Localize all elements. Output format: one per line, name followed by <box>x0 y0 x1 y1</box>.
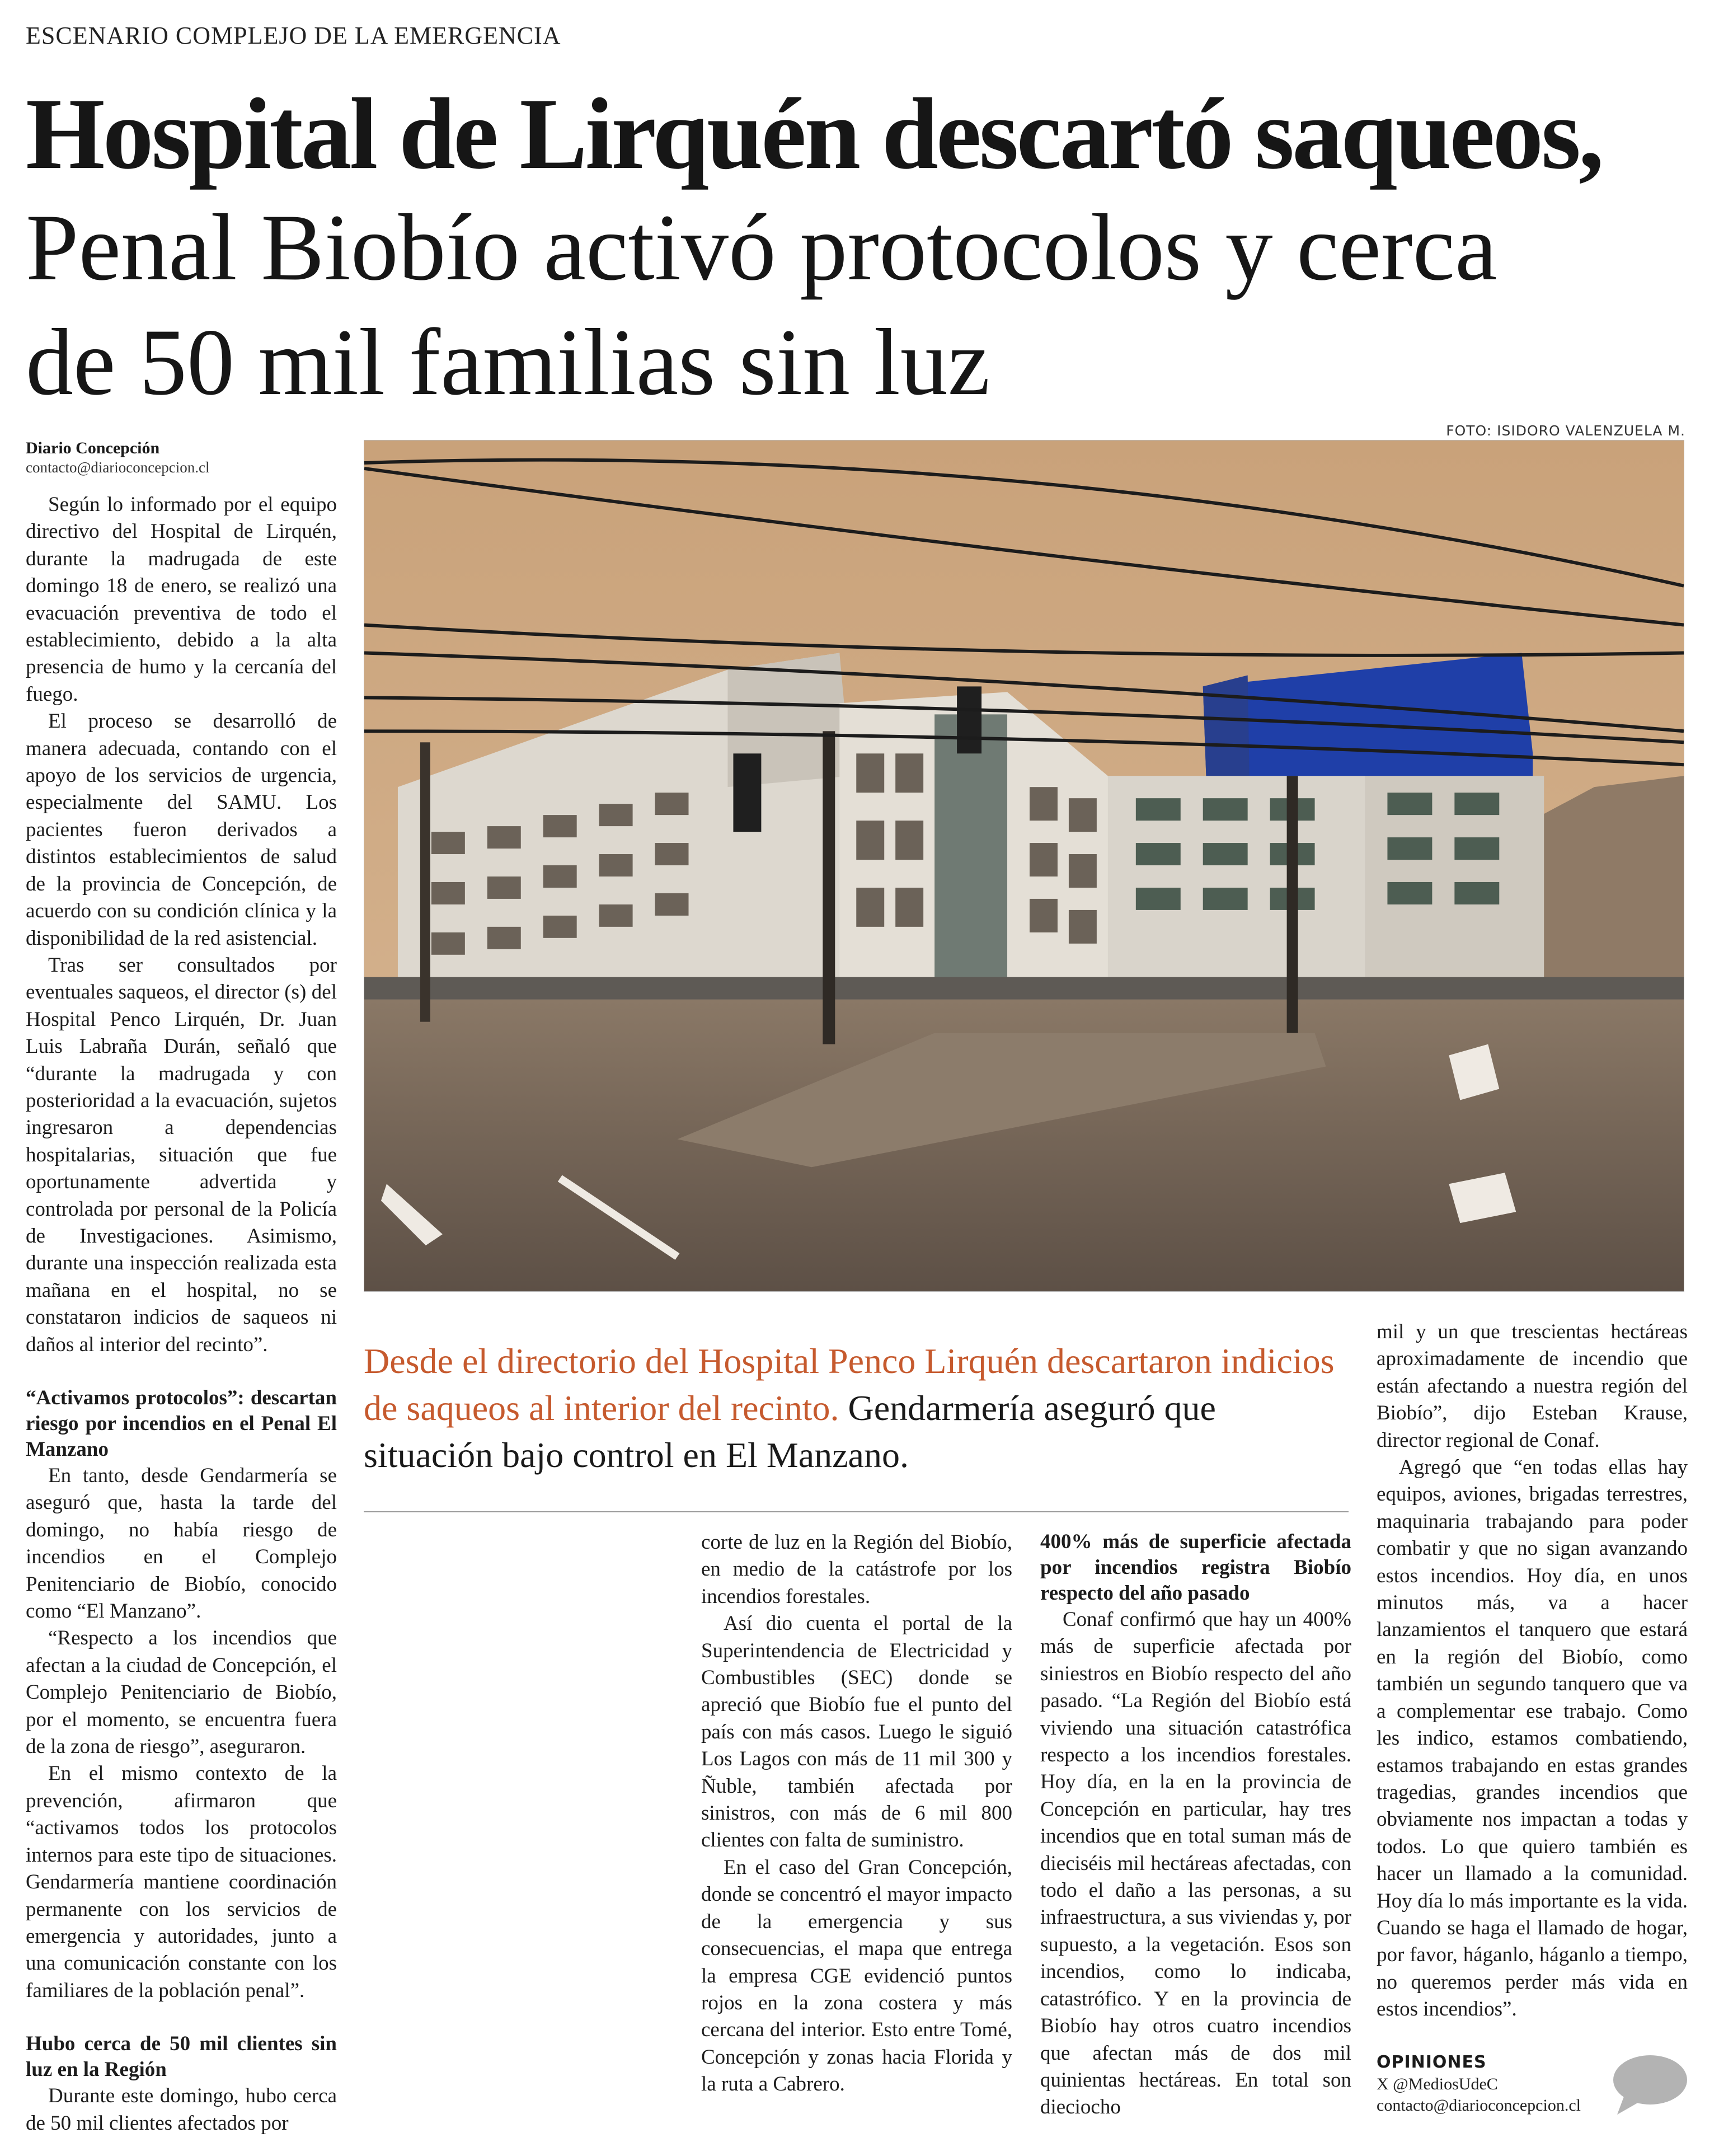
subheading: “Activamos protocolos”: descartan riesgo por incendios en el Penal El Manzano <box>26 1386 337 1461</box>
paragraph: mil y un que trescientas hectáreas aproximadamente de incendio que están afectando a nuestra región del Biobío”, dijo Esteban Krause, director regional de Conaf. <box>1377 1320 1688 1452</box>
article-column-4 <box>1377 1319 1688 2023</box>
subheading: 400% más de superficie afectada por incendios registra Biobío respecto del año pasado <box>1040 1530 1351 1605</box>
pull-quote-accent: Desde el directorio del Hospital Penco Lirquén descartaron indicios de saqueos al interior del recinto. <box>364 1341 1335 1428</box>
opiniones-handle[interactable]: X @MediosUdeC <box>1377 2075 1498 2093</box>
headline-line-1: Hospital de Lirquén descartó saqueos, <box>26 78 1602 190</box>
paragraph: Según lo informado por el equipo directivo del Hospital de Lirquén, durante la madrugada de este domingo 18 de enero, se realizó una evacuación preventiva de todo el establecimiento, debido a la alta presencia de humo y la cercanía del fuego. <box>26 493 337 706</box>
photo-credit: FOTO: ISIDORO VALENZUELA M. <box>1446 423 1685 439</box>
pull-quote <box>364 1338 1349 1479</box>
paragraph: Así dio cuenta el portal de la Superintendencia de Electricidad y Combustibles (SEC) donde se apreció que Biobío fue el punto del país con más casos. Luego le siguió Los Lagos con más de 11 mil 300 y Ñuble, también afectada por sinistros, con más de 6 mil 800 clientes con falta de suministro. <box>701 1612 1012 1852</box>
byline-author: Diario Concepción <box>26 439 160 457</box>
subheading: Hubo cerca de 50 mil clientes sin luz en la Región <box>26 2032 337 2082</box>
pull-quote-rest: Gendarmería aseguró que situación bajo control en El Manzano. <box>364 1388 1216 1475</box>
opiniones-email[interactable]: contacto@diarioconcepcion.cl <box>1377 2096 1581 2115</box>
paragraph: “Respecto a los incendios que afectan a la ciudad de Concepción, el Complejo Penitenciario de Biobío, por el momento, se encuentra fuera de la zona de riesgo”, aseguraron. <box>26 1627 337 1759</box>
speech-bubble-icon <box>1612 2053 1689 2116</box>
article-column-1 <box>26 491 337 2137</box>
hospital-photo <box>364 440 1684 1292</box>
pull-quote-rule <box>364 1511 1349 1512</box>
headline-line-2: Penal Biobío activó protocolos y cerca <box>26 195 1497 300</box>
section-kicker: ESCENARIO COMPLEJO DE LA EMERGENCIA <box>26 22 561 49</box>
byline-email[interactable]: contacto@diarioconcepcion.cl <box>26 459 210 476</box>
paragraph: En el mismo contexto de la prevención, afirmaron que “activamos todos los protocolos internos para este tipo de situaciones. Gendarmería mantiene coordinación permanente con los servicios de emergencia y autoridades, junto a una comunicación constante con los familiares de la población penal”. <box>26 1762 337 2002</box>
paragraph: corte de luz en la Región del Biobío, en medio de la catástrofe por los incendios forestales. <box>701 1531 1012 1608</box>
opiniones-title: OPINIONES <box>1377 2052 1487 2072</box>
paragraph: Durante este domingo, hubo cerca de 50 mil clientes afectados por <box>26 2084 337 2135</box>
paragraph: En el caso del Gran Concepción, donde se concentró el mayor impacto de la emergencia y sus consecuencias, el mapa que entrega la empresa CGE evidenció puntos rojos en la zona costera y más cercana del interior. Esto entre Tomé, Concepción y zonas hacia Florida y la ruta a Cabrero. <box>701 1855 1012 2096</box>
article-column-2 <box>701 1529 1012 2098</box>
paragraph: El proceso se desarrolló de manera adecuada, contando con el apoyo de los servicios de urgencia, especialmente del SAMU. Los pacientes fueron derivados a distintos establecimientos de salud de la provincia de Concepción, de acuerdo con su condición clínica y la disponibilidad de la red asistencial. <box>26 710 337 950</box>
article-column-3 <box>1040 1529 1351 2121</box>
headline-line-3: de 50 mil familias sin luz <box>26 310 990 415</box>
headline <box>26 78 1699 420</box>
paragraph: Agregó que “en todas ellas hay equipos, aviones, brigadas terrestres, maquinaria trabajando para poder combatir y que no sigan avanzando estos incendios. Hoy día, en unos minutos más, va a hacer lanzamientos el tanquero que estará en la región del Biobío, como también un segundo tanquero que va a complementar ese trabajo. Como les indico, estamos combatiendo, estamos trabajando en estas grandes tragedias, grandes incendios que obviamente nos impactan a todas y todos. Lo que quiero también es hacer un llamado a la comunidad. Hoy día lo más importante es la vida. Cuando se haga el llamado de hogar, por favor, háganlo, háganlo a tiempo, no queremos perder más vida en estos incendios”. <box>1377 1456 1688 2021</box>
paragraph: Conaf confirmó que hay un 400% más de superficie afectada por siniestros en Biobío respecto del año pasado. “La Región del Biobío está viviendo una situación catastrófica respecto a los incendios forestales. Hoy día, en la en la provincia de Concepción en particular, hay tres incendios que en total suman más de dieciséis mil hectáreas afectadas, con todo el daño a las personas, a su infraestructura, a sus viviendas y, por supuesto, a la vegetación. Esos son incendios, como lo indicaba, catastrófico. Y en la provincia de Biobío hay otros cuatro incendios que afectan más de dos mil quinientas hectáreas. En total son dieciocho <box>1040 1608 1351 2119</box>
paragraph: En tanto, desde Gendarmería se aseguró que, hasta la tarde del domingo, no había riesgo de incendios en el Complejo Penitenciario de Biobío, conocido como “El Manzano”. <box>26 1464 337 1623</box>
paragraph: Tras ser consultados por eventuales saqueos, el director (s) del Hospital Penco Lirquén, Dr. Juan Luis Labraña Durán, señaló que “durante la madrugada y con posterioridad a la evacuación, sujetos ingresaron a dependencias hospitalarias, situación que fue oportunamente advertida y controlada por personal de la Policía de Investigaciones. Asimismo, durante una inspección realizada esta mañana en el hospital, no se constataron indicios de saqueos ni daños al interior del recinto”. <box>26 953 337 1356</box>
byline <box>26 438 339 476</box>
